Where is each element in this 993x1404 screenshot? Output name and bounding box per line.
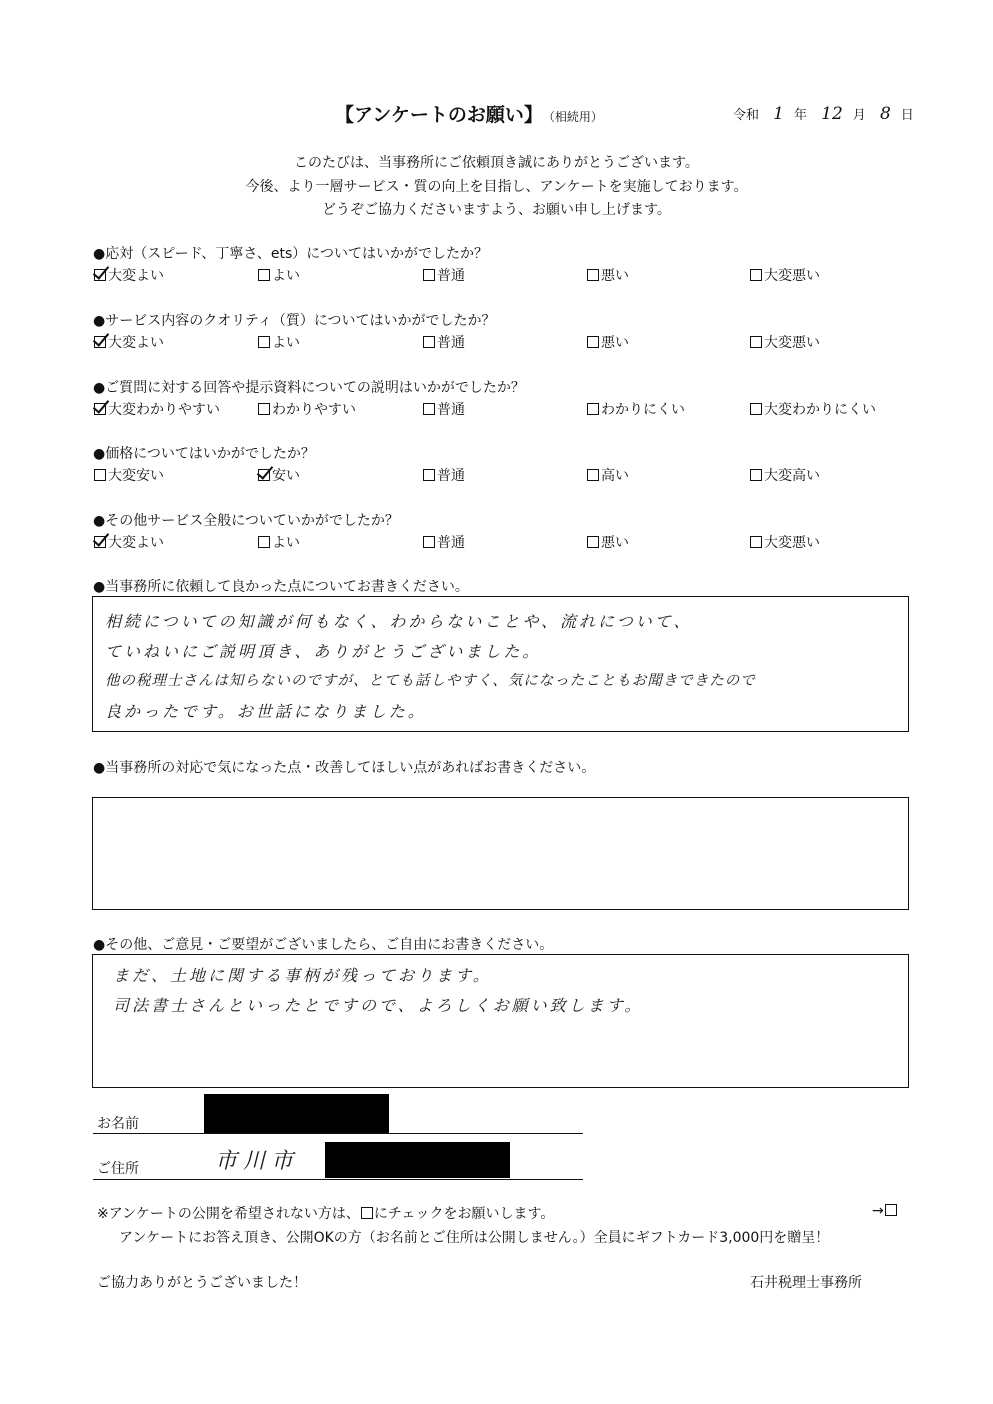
option-choice[interactable] bbox=[258, 265, 300, 285]
checkbox-icon[interactable] bbox=[750, 536, 762, 548]
option-label: 普通 bbox=[437, 268, 465, 284]
question-text: ●その他サービス全般についていかがでしたか？ bbox=[93, 513, 399, 529]
option-choice[interactable] bbox=[258, 532, 300, 552]
checkbox-icon[interactable] bbox=[258, 403, 270, 415]
checked-box-icon[interactable] bbox=[94, 336, 106, 348]
option-label: 大変わかりやすい bbox=[108, 402, 220, 418]
checkbox-icon[interactable] bbox=[750, 269, 762, 281]
checked-box-icon[interactable] bbox=[94, 536, 106, 548]
option-label: よい bbox=[272, 335, 300, 351]
option-choice[interactable] bbox=[258, 399, 356, 419]
option-choice[interactable] bbox=[750, 399, 876, 419]
other-box[interactable] bbox=[92, 954, 909, 1088]
option-label: わかりにくい bbox=[601, 402, 685, 418]
page-title bbox=[335, 100, 603, 127]
gift-notice: アンケートにお答え頂き、公開OKの方（お名前とご住所は公開しません。）全員にギフトカード3,000円を贈呈！ bbox=[119, 1230, 830, 1246]
publish-optout bbox=[872, 1203, 898, 1219]
arrow-icon: → bbox=[872, 1203, 884, 1219]
good-points-line: 他の税理士さんは知らないのですが、とても話しやすく、気になったこともお聞きできたので bbox=[105, 673, 756, 689]
date-month-unit: 月 bbox=[852, 108, 866, 123]
option-label: 悪い bbox=[601, 535, 629, 551]
option-label: 普通 bbox=[437, 335, 465, 351]
option-label: 悪い bbox=[601, 268, 629, 284]
option-choice[interactable] bbox=[587, 532, 629, 552]
option-label: 悪い bbox=[601, 335, 629, 351]
checkbox-icon[interactable] bbox=[587, 469, 599, 481]
checked-box-icon[interactable] bbox=[94, 403, 106, 415]
option-choice[interactable] bbox=[750, 332, 820, 352]
date-year-unit: 年 bbox=[793, 108, 807, 123]
option-label: 大変悪い bbox=[764, 335, 820, 351]
option-label: 安い bbox=[272, 468, 300, 484]
option-choice[interactable] bbox=[587, 399, 685, 419]
redacted-address bbox=[325, 1142, 510, 1178]
option-label: 普通 bbox=[437, 535, 465, 551]
option-choice[interactable] bbox=[258, 332, 300, 352]
good-points-label: ●当事務所に依頼して良かった点についてお書きください。 bbox=[93, 579, 469, 595]
date-day: 8 bbox=[879, 104, 891, 124]
question-text: ●サービス内容のクオリティ（質）についてはいかがでしたか？ bbox=[93, 313, 496, 329]
checked-box-icon[interactable] bbox=[94, 269, 106, 281]
address-city: 市川市 bbox=[215, 1149, 300, 1174]
checkbox-icon[interactable] bbox=[423, 403, 435, 415]
checkbox-icon[interactable] bbox=[750, 469, 762, 481]
checkbox-icon[interactable] bbox=[587, 403, 599, 415]
checkbox-icon[interactable] bbox=[258, 536, 270, 548]
option-label: 大変高い bbox=[764, 468, 820, 484]
name-input[interactable] bbox=[204, 1094, 584, 1134]
question-text: ●価格についてはいかがでしたか？ bbox=[93, 446, 315, 462]
checkbox-icon[interactable] bbox=[258, 336, 270, 348]
option-choice[interactable] bbox=[94, 399, 220, 419]
option-label: わかりやすい bbox=[272, 402, 356, 418]
checkbox-icon[interactable] bbox=[587, 336, 599, 348]
publish-optout-checkbox[interactable] bbox=[885, 1204, 897, 1216]
option-choice[interactable] bbox=[423, 465, 465, 485]
checkbox-icon[interactable] bbox=[258, 269, 270, 281]
title-subtitle: （相続用） bbox=[548, 110, 603, 124]
option-choice[interactable] bbox=[587, 265, 629, 285]
option-choice[interactable] bbox=[750, 465, 820, 485]
option-label: よい bbox=[272, 268, 300, 284]
other-line: まだ、土地に関する事柄が残っております。 bbox=[113, 966, 492, 985]
checkbox-sample-icon bbox=[361, 1207, 373, 1219]
option-choice[interactable] bbox=[94, 332, 164, 352]
option-label: 大変よい bbox=[108, 335, 164, 351]
thanks-text: ご協力ありがとうございました！ bbox=[97, 1275, 307, 1291]
option-label: 普通 bbox=[437, 468, 465, 484]
publish-notice bbox=[97, 1203, 554, 1223]
address-label: ご住所 bbox=[97, 1161, 139, 1177]
option-label: 高い bbox=[601, 468, 629, 484]
option-label: 大変悪い bbox=[764, 268, 820, 284]
checkbox-icon[interactable] bbox=[94, 469, 106, 481]
checkbox-icon[interactable] bbox=[587, 536, 599, 548]
intro-line-3: どうぞご協力くださいますよう、お願い申し上げます。 bbox=[322, 202, 671, 218]
checkbox-icon[interactable] bbox=[750, 336, 762, 348]
option-choice[interactable] bbox=[94, 465, 164, 485]
checkbox-icon[interactable] bbox=[423, 269, 435, 281]
title-text: 【アンケートのお願い】 bbox=[335, 104, 543, 126]
option-choice[interactable] bbox=[750, 532, 820, 552]
publish-notice-text-1: ※アンケートの公開を希望されない方は、 bbox=[97, 1206, 360, 1222]
option-choice[interactable] bbox=[423, 532, 465, 552]
option-choice[interactable] bbox=[94, 265, 164, 285]
good-points-box[interactable] bbox=[92, 596, 909, 732]
option-choice[interactable] bbox=[587, 465, 629, 485]
improvements-box[interactable] bbox=[92, 797, 909, 910]
option-label: よい bbox=[272, 535, 300, 551]
option-choice[interactable] bbox=[423, 399, 465, 419]
date-era: 令和 bbox=[733, 108, 760, 123]
option-choice[interactable] bbox=[94, 532, 164, 552]
option-label: 大変安い bbox=[108, 468, 164, 484]
date-day-unit: 日 bbox=[900, 108, 914, 123]
intro-line-1: このたびは、当事務所にご依頼頂き誠にありがとうございます。 bbox=[294, 155, 699, 171]
option-label: 大変よい bbox=[108, 268, 164, 284]
date-month: 12 bbox=[821, 104, 843, 124]
address-underline bbox=[93, 1179, 583, 1180]
option-label: 普通 bbox=[437, 402, 465, 418]
option-label: 大変よい bbox=[108, 535, 164, 551]
option-choice[interactable] bbox=[258, 465, 300, 485]
checkbox-icon[interactable] bbox=[750, 403, 762, 415]
checkbox-icon[interactable] bbox=[587, 269, 599, 281]
question-text: ●ご質問に対する回答や提示資料についての説明はいかがでしたか？ bbox=[93, 380, 525, 396]
office-name: 石井税理士事務所 bbox=[750, 1275, 862, 1291]
checkbox-icon[interactable] bbox=[423, 536, 435, 548]
publish-notice-text-2: にチェックをお願いします。 bbox=[373, 1206, 555, 1222]
option-choice[interactable] bbox=[423, 332, 465, 352]
intro-line-2: 今後、より一層サービス・質の向上を目指し、アンケートを実施しております。 bbox=[245, 179, 748, 195]
other-label: ●その他、ご意見・ご要望がございましたら、ご自由にお書きください。 bbox=[93, 937, 554, 953]
option-label: 大変わかりにくい bbox=[764, 402, 876, 418]
checked-box-icon[interactable] bbox=[258, 469, 270, 481]
checkbox-icon[interactable] bbox=[423, 469, 435, 481]
improvements-label: ●当事務所の対応で気になった点・改善してほしい点があればお書きください。 bbox=[93, 760, 596, 776]
checkbox-icon[interactable] bbox=[423, 336, 435, 348]
option-choice[interactable] bbox=[750, 265, 820, 285]
name-label: お名前 bbox=[97, 1116, 139, 1132]
option-label: 大変悪い bbox=[764, 535, 820, 551]
question-text: ●応対（スピード、丁寧さ、ets）についてはいかがでしたか？ bbox=[93, 246, 488, 262]
date-year: 1 bbox=[773, 104, 784, 124]
good-points-line: ていねいにご説明頂き、ありがとうございました。 bbox=[105, 642, 542, 661]
date-field[interactable] bbox=[733, 104, 914, 124]
good-points-line: 良かったです。お世話になりました。 bbox=[105, 702, 427, 721]
option-choice[interactable] bbox=[423, 265, 465, 285]
option-choice[interactable] bbox=[587, 332, 629, 352]
good-points-line: 相続についての知識が何もなく、わからないことや、流れについて、 bbox=[105, 612, 693, 631]
other-line: 司法書士さんといったとですので、よろしくお願い致します。 bbox=[113, 996, 644, 1015]
